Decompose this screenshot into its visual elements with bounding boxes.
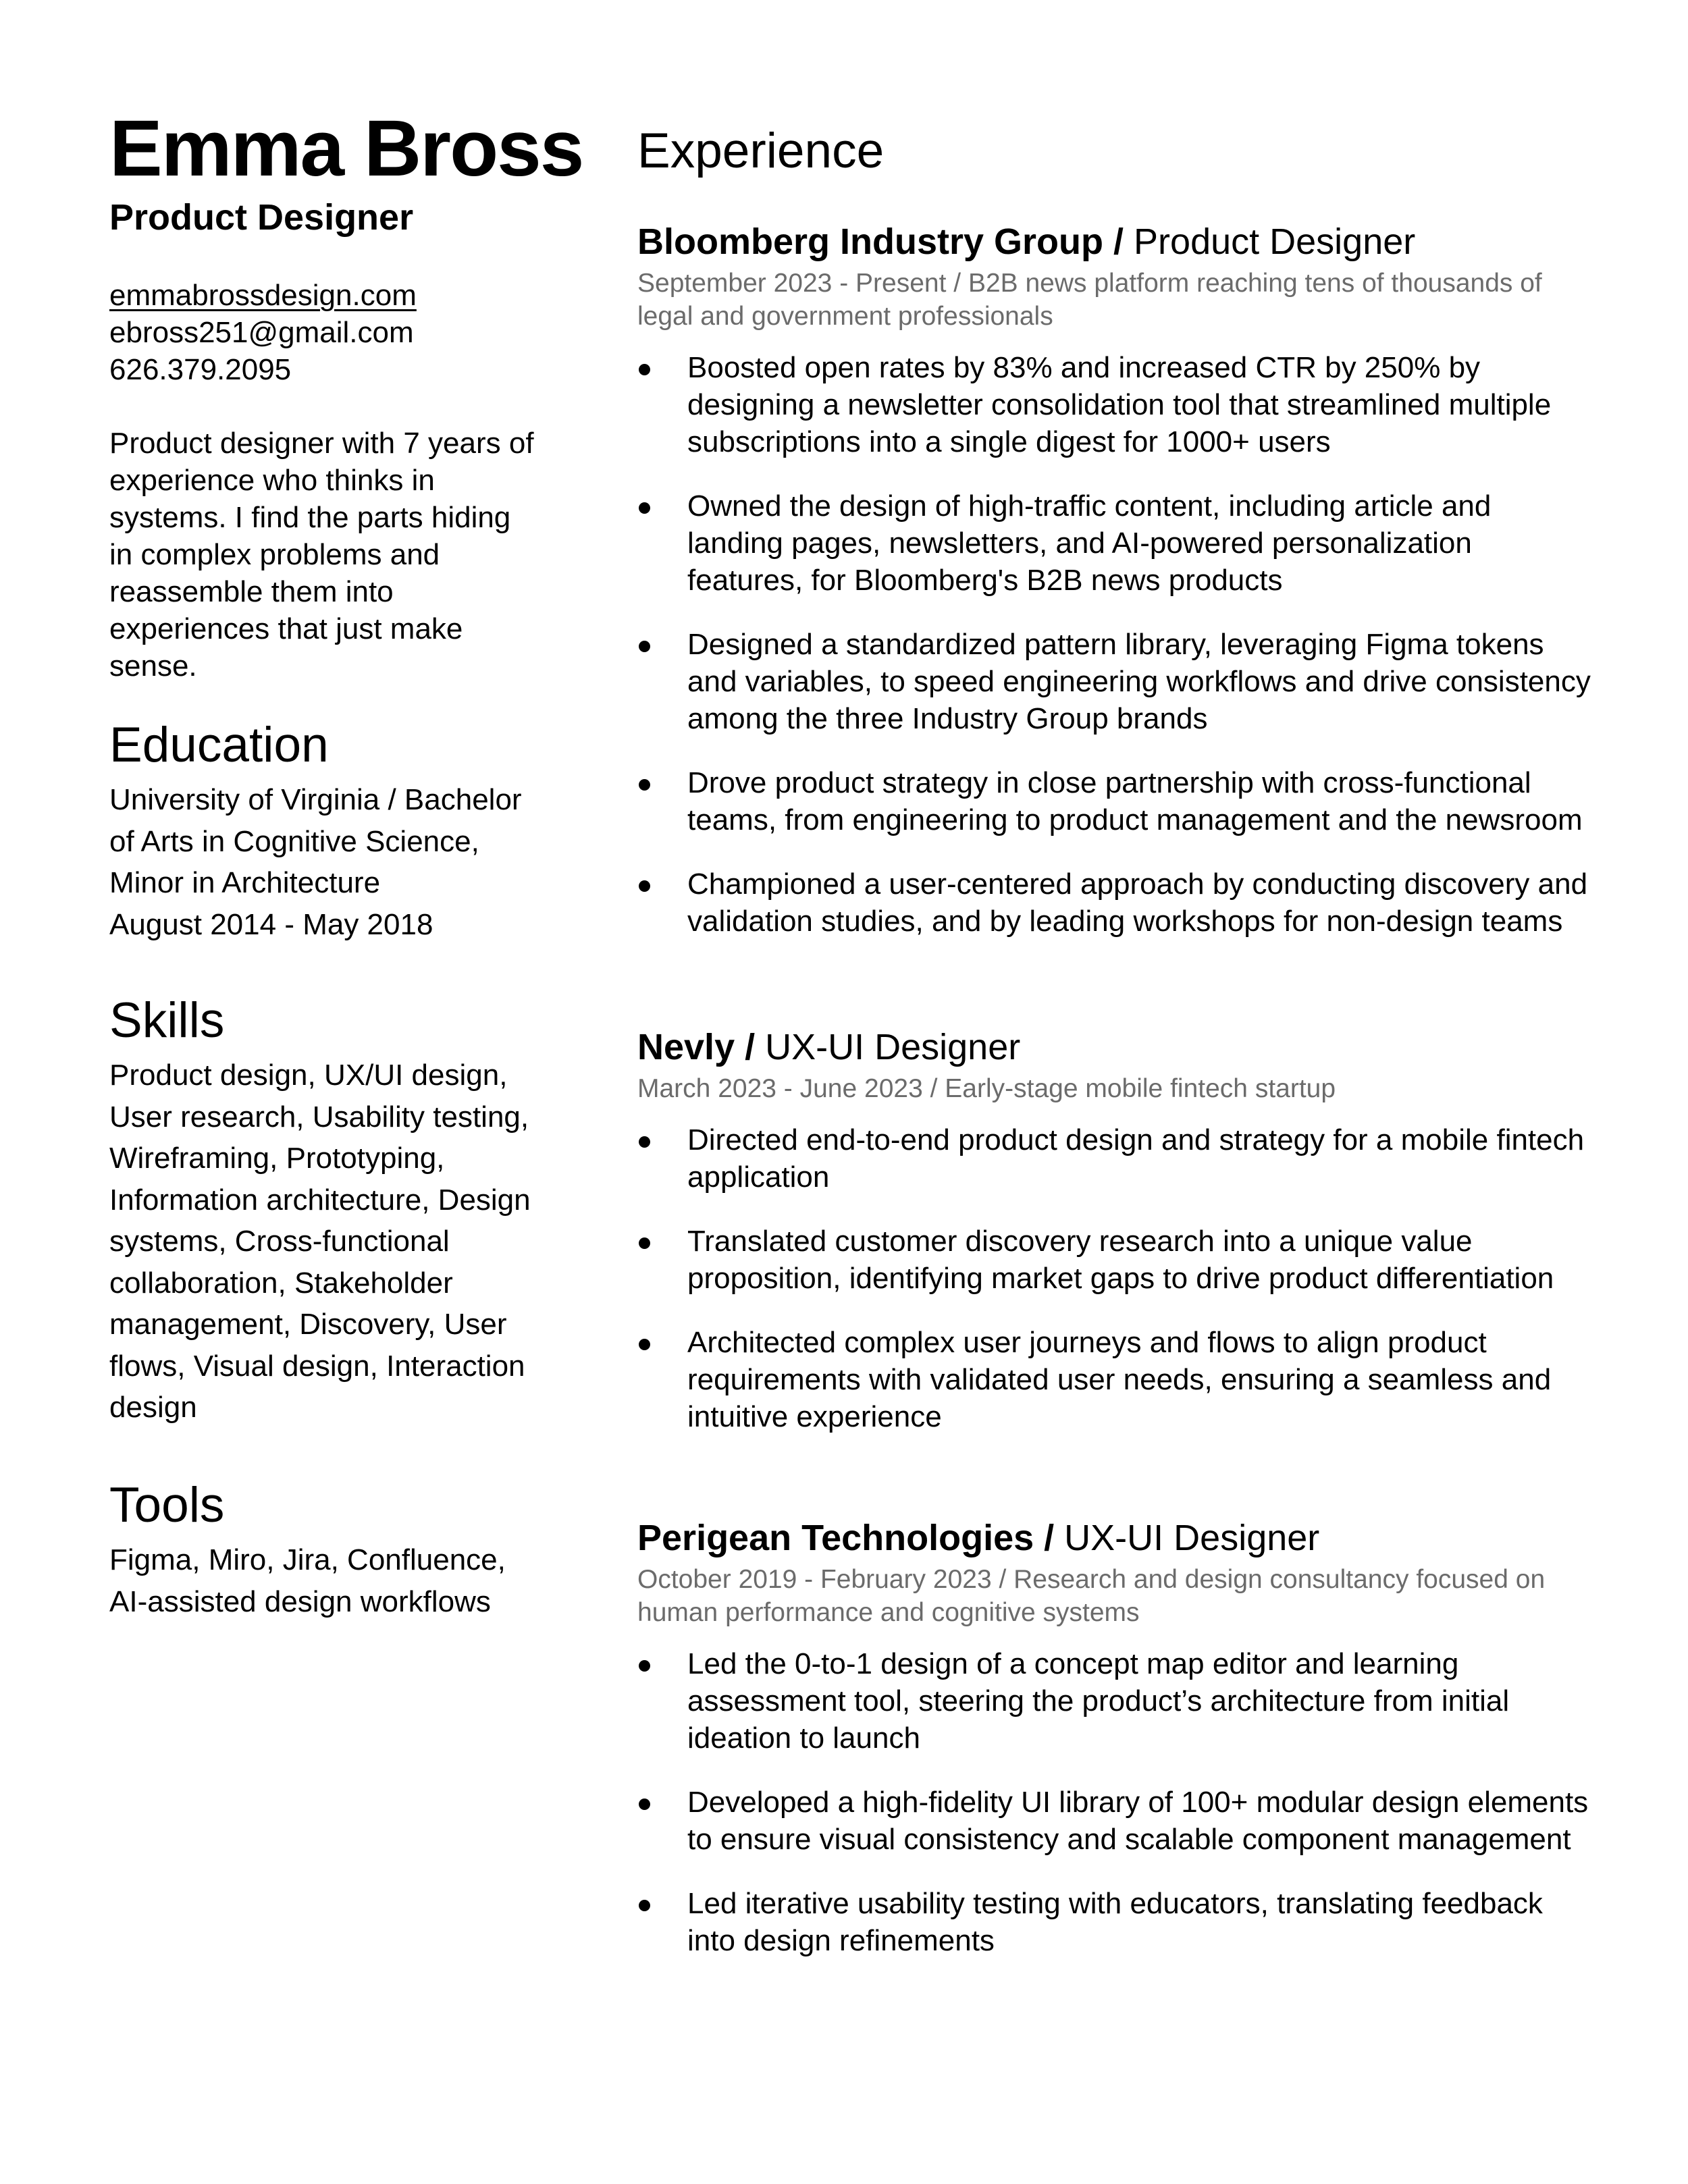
skills-line: systems, Cross-functional [109, 1225, 450, 1258]
skills-line: design [109, 1391, 197, 1424]
bullet-text: Developed a high-fidelity UI library of 100+ modular design elements to ensure visual consistency and scalable component management [687, 1786, 1589, 1856]
job-meta: October 2019 - February 2023 / Research and design consultancy focused on human performance and cognitive systems [637, 1565, 1546, 1627]
job-bullet [637, 764, 1592, 838]
education-section [109, 716, 548, 945]
education-line: of Arts in Cognitive Science, [109, 824, 479, 858]
job-bullet [637, 1645, 1592, 1757]
bullet-text: Led the 0-to-1 design of a concept map editor and learning assessment tool, steering the product’s architecture from initial ideation to launch [687, 1647, 1510, 1755]
bullet-icon [639, 1237, 650, 1249]
job-heading [637, 219, 1596, 264]
website-link[interactable]: emmabrossdesign.com [109, 279, 417, 312]
tools-heading: Tools [109, 1478, 225, 1533]
job-bullet [637, 1121, 1592, 1196]
job-bullet [637, 1324, 1592, 1435]
education-line: August 2014 - May 2018 [109, 907, 433, 941]
skills-section [109, 991, 548, 1429]
job-role: UX-UI Designer [765, 1027, 1021, 1067]
job-meta: September 2023 - Present / B2B news platform reaching tens of thousands of legal and government professionals [637, 269, 1542, 331]
right-column [637, 122, 1596, 1957]
bullet-icon [639, 1339, 650, 1350]
job-bullets [637, 1645, 1596, 1959]
job-heading [637, 1025, 1596, 1069]
job-meta: March 2023 - June 2023 / Early-stage mobile fintech startup [637, 1074, 1336, 1103]
bullet-icon [639, 880, 650, 892]
contact-info [109, 277, 548, 388]
job-company: Bloomberg Industry Group / [637, 221, 1124, 262]
job-bullet [637, 865, 1592, 940]
job-entry-nevly [637, 1025, 1596, 1462]
job-bullet [637, 1223, 1592, 1297]
skills-line: Product design, UX/UI design, [109, 1059, 508, 1092]
candidate-name: Emma Bross [109, 104, 583, 193]
bullet-text: Translated customer discovery research into a unique value proposition, identifying market gaps to drive product differentiation [687, 1225, 1554, 1295]
bullet-icon [639, 1799, 650, 1810]
education-line: University of Virginia / Bachelor [109, 783, 522, 816]
job-company: Perigean Technologies / [637, 1518, 1055, 1558]
bullet-text: Boosted open rates by 83% and increased CTR by 250% by designing a newsletter consolidation tool that streamlined multiple subscriptions into a single digest for 1000+ users [687, 351, 1552, 458]
bullet-icon [639, 1136, 650, 1148]
summary-text: Product designer with 7 years of experience who thinks in systems. I find the parts hiding in complex problems and reassemble them into experiences that just make sense. [109, 427, 534, 683]
education-line: Minor in Architecture [109, 866, 381, 899]
bullet-icon [639, 364, 650, 375]
bullet-text: Championed a user-centered approach by conducting discovery and validation studies, and by leading workshops for non-design teams [687, 868, 1588, 938]
job-bullet [637, 1885, 1592, 1959]
bullet-text: Owned the design of high-traffic content, including article and landing pages, newsletters, and AI-powered personalization features, for Bloomberg's B2B news products [687, 489, 1492, 597]
job-heading [637, 1516, 1596, 1560]
bullet-icon [639, 779, 650, 791]
bullet-text: Drove product strategy in close partnership with cross-functional teams, from engineering to product management and the newsroom [687, 766, 1583, 836]
job-bullets [637, 349, 1596, 940]
skills-line: collaboration, Stakeholder [109, 1266, 453, 1300]
job-company: Nevly / [637, 1027, 756, 1067]
bullet-text: Designed a standardized pattern library, leveraging Figma tokens and variables, to speed engineering workflows and drive consistency among the three Industry Group brands [687, 628, 1591, 735]
bullet-text: Directed end-to-end product design and strategy for a mobile fintech application [687, 1123, 1585, 1194]
job-bullet [637, 1784, 1592, 1858]
job-bullet [637, 626, 1592, 737]
bullet-icon [639, 1660, 650, 1672]
tools-body [109, 1539, 548, 1622]
education-heading: Education [109, 718, 329, 772]
email-text: ebross251@gmail.com [109, 316, 414, 349]
phone-text: 626.379.2095 [109, 353, 292, 386]
tools-line: AI-assisted design workflows [109, 1584, 491, 1618]
bullet-icon [639, 1900, 650, 1911]
skills-heading: Skills [109, 993, 225, 1048]
skills-body [109, 1055, 548, 1429]
skills-line: flows, Visual design, Interaction [109, 1349, 525, 1383]
job-role: Product Designer [1134, 221, 1416, 262]
education-body [109, 779, 548, 945]
tools-line: Figma, Miro, Jira, Confluence, [109, 1543, 506, 1576]
skills-line: Wireframing, Prototyping, [109, 1142, 445, 1175]
job-role: UX-UI Designer [1064, 1518, 1320, 1558]
job-bullets [637, 1121, 1596, 1435]
job-entry-perigean [637, 1516, 1596, 1986]
skills-line: management, Discovery, User [109, 1308, 507, 1341]
bullet-icon [639, 502, 650, 514]
left-column [109, 101, 583, 1618]
candidate-title: Product Designer [109, 197, 414, 238]
bullet-text: Led iterative usability testing with educators, translating feedback into design refinements [687, 1887, 1543, 1957]
job-entry-bloomberg [637, 219, 1596, 967]
job-bullet [637, 349, 1592, 460]
experience-heading: Experience [637, 124, 885, 178]
bullet-icon [639, 641, 650, 652]
job-bullet [637, 487, 1592, 599]
skills-line: Information architecture, Design [109, 1183, 531, 1217]
tools-section [109, 1476, 548, 1622]
skills-line: User research, Usability testing, [109, 1100, 529, 1134]
bullet-text: Architected complex user journeys and flows to align product requirements with validated user needs, ensuring a seamless and intuitive experience [687, 1326, 1552, 1433]
